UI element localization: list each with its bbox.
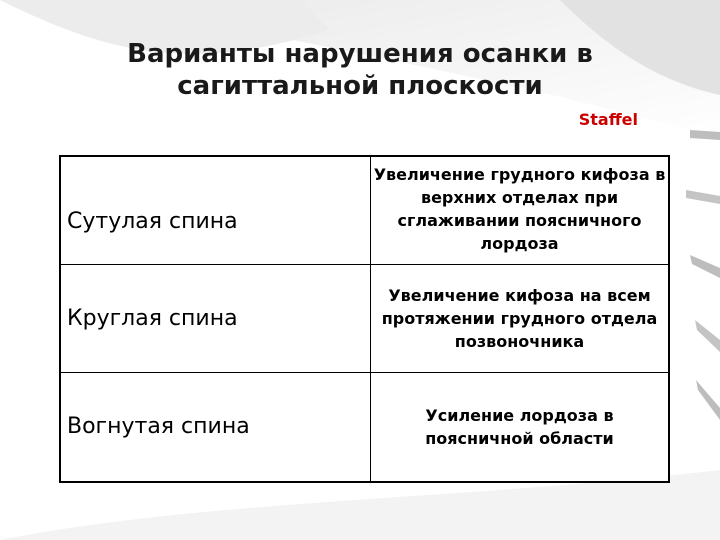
posture-table xyxy=(59,155,670,483)
row-name: Сутулая спина xyxy=(60,156,371,264)
title-line-2: сагиттальной плоскости xyxy=(177,71,543,101)
table-row xyxy=(60,372,669,482)
table-row xyxy=(60,156,669,264)
table-row xyxy=(60,264,669,372)
row-description: Увеличение кифоза на всем протяжении грудного отдела позвоночника xyxy=(371,264,670,372)
title-line-1: Варианты нарушения осанки в xyxy=(127,39,593,69)
slide-title xyxy=(60,38,660,102)
row-name: Круглая спина xyxy=(60,264,371,372)
row-name: Вогнутая спина xyxy=(60,372,371,482)
row-description: Увеличение грудного кифоза в верхних отделах при сглаживании поясничного лордоза xyxy=(371,156,670,264)
row-description: Усиление лордоза в поясничной области xyxy=(371,372,670,482)
author-label: Staffel xyxy=(578,110,638,129)
